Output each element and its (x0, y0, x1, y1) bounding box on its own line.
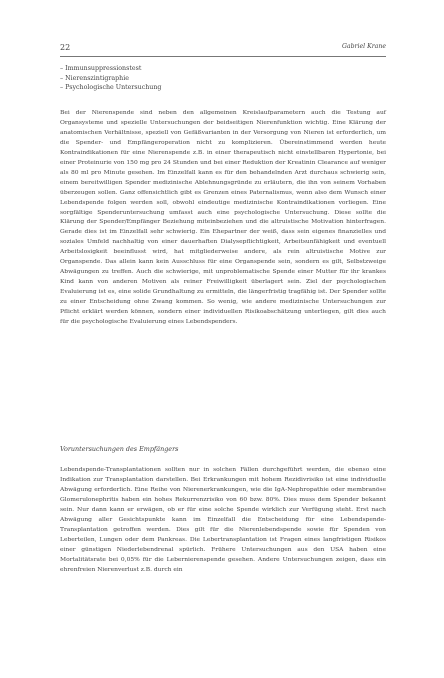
list-item: – Nierenszintigraphie (60, 74, 386, 84)
section-heading: Voruntersuchungen des Empfängers (60, 445, 179, 453)
page-number: 22 (60, 43, 71, 52)
body-paragraph-recipient: Lebendspende-Transplantationen sollten nur in solchen Fällen durchgeführt werden, die ebenso eine Indikation zur Transplantation darstellen. Bei Erkrankungen mit hohem Rezidivrisiko ist eine individuelle Abwägung erforderlich. Eine Reihe von Nierenerkrankungen, wie die IgA-Nephropathie oder membranöse Glomerulonephritis haben ein hohes Rekurrenzrisiko von 60 bzw. 80%. Dies muss dem Spender bekannt sein. Nur dann kann er erwägen, ob er für eine solche Spende wirklich zur Verfügung steht. Erst nach Abwägung aller Gesichtspunkte kann im Einzelfall die Entscheidung für eine Lebendspende-Transplantation getroffen werden. Dies gilt für die Nierenlebendspende sowie für Spenden von Leberteilen, Lungen oder dem Pankreas. Die Lebertransplantation ist Fragen eines langfristigen Risikos einer günstigen Niederlebendrenal spürlich. Frühere Untersuchungen aus den USA haben eine Mortalitätsrate bei 0,05% für die Lebernierenspende gesehen. Andere Untersuchungen zeigen, dass ein ehrenfreien Nierenverlust z.B. durch ein (60, 466, 386, 573)
running-head: Gabriel Krane (341, 43, 386, 50)
list-item: – Psychologische Untersuchung (60, 83, 386, 93)
page-header (60, 43, 386, 57)
list-item: – Immunsuppressionstest (60, 64, 386, 74)
body-paragraph-donor: Bei der Nierenspende sind neben den allgemeinen Kreislaufparametern auch die Testung auf Organsysteme und spezielle Untersuchungen der beidseitigen Nierenfunktion wichtig. Eine Klärung der anatomischen Verhältnisse, speziell von Gefäßvarianten in der Versorgung von Nieren ist erforderlich, um die Spender- und Empfängeroperation nicht zu komplizieren. Übereinstimmend werden heute Kontraindikationen für eine Nierenspende z.B. in einer therapeutisch nicht einstellbaren Hypertonie, bei einer Proteinurie von 150 mg pro 24 Stunden und bei einer Reduktion der Kreatinin Clearance auf weniger als 80 ml pro Minute gesehen. Im Einzelfall kann es für den behandelnden Arzt durchaus schwierig sein, einem bereitwilligen Spender medizinische Ablehnungsgründe zu erläutern, die ihn von seinem Vorhaben überzeugen sollen. Ganz offensichtlich gibt es Grenzen eines Paternalismus, wenn also dem Wunsch einer Lebendspende folgen werden soll, obwohl eindeutige medizinische Kontraindikationen vorliegen. Eine sorgfältige Spenderuntersuchung umfasst auch eine psychologische Untersuchung. Diese sollte die Klärung der Spender/Empfänger Beziehung miteinbeziehen und die altruistische Motivation hinterfragen. Gerade dies ist im Einzelfall sehr schwierig. Ein Ehepartner der weiß, dass sein eigenes finanzielles und soziales Umfeld nachhaltig von einer dauerhaften Dialysepflichtigkeit, Arbeitsunfähigkeit und eventuell Arbeitslosigkeit beeinflusst wird, hat mitgliederweise andere, als rein altruistische Motive zur Organspende. Das allein kann kein Ausschluss für eine Organspende sein, sondern es gilt, Selbstzweige Abwägungen zu treffen. Auch die schwierige, mit unproblematische Spende einer Mutter für ihr krankes Kind kann von anderen Motiven als reiner Freiwilligkeit überlagert sein. Ziel der psychologischen Evaluierung ist es, eine solide Grundhaltung zu ermitteln, die längerfristig tragfähig ist. Der Spender sollte zu einer Entscheidung ohne Zwang kommen. So wenig, wie andere medizinische Untersuchungen zur Pflicht erklärt werden können, sondern einer individuellen Risikoabschätzung unterliegen, gilt dies auch für die psychologische Evaluierung eines Lebendspenders. (60, 109, 386, 326)
test-list (60, 64, 386, 93)
